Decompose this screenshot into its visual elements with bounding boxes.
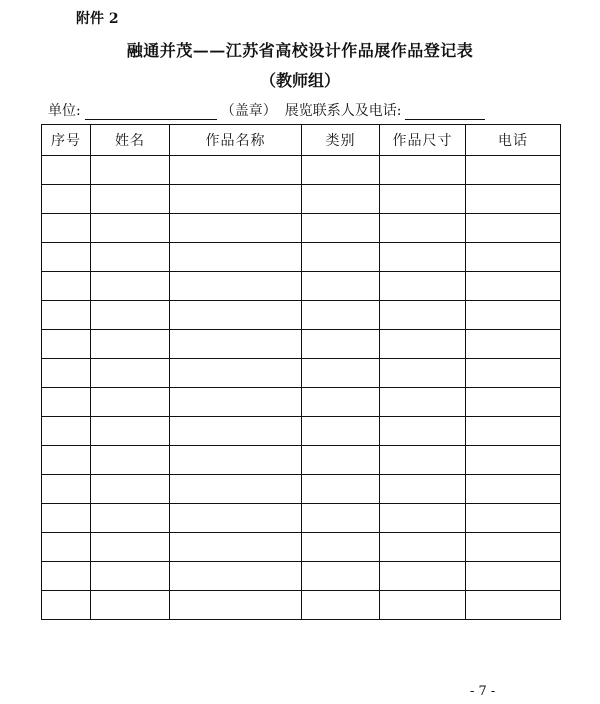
- form-title: 融通并茂——江苏省高校设计作品展作品登记表: [126, 41, 474, 60]
- table-cell[interactable]: [91, 214, 170, 243]
- table-cell[interactable]: [170, 243, 302, 272]
- table-cell[interactable]: [380, 417, 466, 446]
- table-cell[interactable]: [91, 504, 170, 533]
- table-cell[interactable]: [91, 330, 170, 359]
- table-cell[interactable]: [42, 417, 91, 446]
- table-row: [42, 359, 561, 388]
- table-cell[interactable]: [380, 359, 466, 388]
- table-cell[interactable]: [302, 533, 380, 562]
- table-cell[interactable]: [380, 272, 466, 301]
- table-row: [42, 504, 561, 533]
- table-row: [42, 243, 561, 272]
- column-header-work-title: 作品名称: [170, 125, 302, 156]
- table-cell[interactable]: [170, 591, 302, 620]
- table-cell[interactable]: [42, 214, 91, 243]
- table-row: [42, 388, 561, 417]
- column-header-index: 序号: [42, 125, 91, 156]
- table-cell[interactable]: [42, 301, 91, 330]
- table-cell[interactable]: [466, 301, 561, 330]
- table-cell[interactable]: [466, 359, 561, 388]
- table-cell[interactable]: [170, 185, 302, 214]
- column-header-name: 姓名: [91, 125, 170, 156]
- table-cell[interactable]: [380, 156, 466, 185]
- table-cell[interactable]: [170, 533, 302, 562]
- table-cell[interactable]: [91, 359, 170, 388]
- table-cell[interactable]: [466, 417, 561, 446]
- table-cell[interactable]: [380, 562, 466, 591]
- table-cell[interactable]: [302, 272, 380, 301]
- table-row: [42, 214, 561, 243]
- table-row: [42, 156, 561, 185]
- table-cell[interactable]: [170, 214, 302, 243]
- table-cell[interactable]: [170, 272, 302, 301]
- table-cell[interactable]: [302, 330, 380, 359]
- table-cell[interactable]: [302, 504, 380, 533]
- table-cell[interactable]: [91, 156, 170, 185]
- table-cell[interactable]: [380, 301, 466, 330]
- table-cell[interactable]: [91, 446, 170, 475]
- table-cell[interactable]: [42, 591, 91, 620]
- form-meta-line: [48, 100, 485, 120]
- table-cell[interactable]: [91, 417, 170, 446]
- table-cell[interactable]: [302, 301, 380, 330]
- table-cell[interactable]: [466, 591, 561, 620]
- table-body: [42, 156, 561, 620]
- table-row: [42, 185, 561, 214]
- table-cell[interactable]: [42, 359, 91, 388]
- table-cell[interactable]: [466, 475, 561, 504]
- table-cell[interactable]: [466, 446, 561, 475]
- table-row: [42, 272, 561, 301]
- table-cell[interactable]: [42, 446, 91, 475]
- table-cell[interactable]: [91, 185, 170, 214]
- table-row: [42, 330, 561, 359]
- table-cell[interactable]: [302, 359, 380, 388]
- table-cell[interactable]: [91, 272, 170, 301]
- table-cell[interactable]: [42, 475, 91, 504]
- page-number: - 7 -: [470, 684, 496, 699]
- table-cell[interactable]: [380, 185, 466, 214]
- table-cell[interactable]: [302, 243, 380, 272]
- table-cell[interactable]: [380, 214, 466, 243]
- unit-blank-field[interactable]: [85, 103, 217, 120]
- table-cell[interactable]: [466, 214, 561, 243]
- table-cell[interactable]: [91, 301, 170, 330]
- column-header-category: 类别: [302, 125, 380, 156]
- column-header-size: 作品尺寸: [380, 125, 466, 156]
- table-cell[interactable]: [170, 301, 302, 330]
- table-cell[interactable]: [42, 562, 91, 591]
- table-cell[interactable]: [380, 243, 466, 272]
- table-cell[interactable]: [170, 156, 302, 185]
- table-cell[interactable]: [91, 591, 170, 620]
- table-cell[interactable]: [466, 156, 561, 185]
- table-cell[interactable]: [170, 562, 302, 591]
- table-cell[interactable]: [302, 156, 380, 185]
- table-row: [42, 475, 561, 504]
- table-cell[interactable]: [42, 156, 91, 185]
- table-cell[interactable]: [170, 330, 302, 359]
- table-cell[interactable]: [42, 533, 91, 562]
- table-cell[interactable]: [91, 475, 170, 504]
- table-cell[interactable]: [170, 446, 302, 475]
- column-header-phone: 电话: [466, 125, 561, 156]
- table-cell[interactable]: [91, 243, 170, 272]
- unit-label: 单位:: [48, 103, 81, 119]
- table-cell[interactable]: [170, 388, 302, 417]
- table-cell[interactable]: [170, 359, 302, 388]
- table-cell[interactable]: [302, 562, 380, 591]
- table-cell[interactable]: [170, 504, 302, 533]
- table-cell[interactable]: [91, 533, 170, 562]
- contact-blank-field[interactable]: [405, 103, 485, 120]
- table-cell[interactable]: [380, 446, 466, 475]
- table-cell[interactable]: [466, 562, 561, 591]
- table-row: [42, 562, 561, 591]
- table-cell[interactable]: [466, 272, 561, 301]
- table-row: [42, 446, 561, 475]
- contact-label: 展览联系人及电话:: [284, 103, 402, 119]
- table-cell[interactable]: [302, 446, 380, 475]
- table-cell[interactable]: [302, 417, 380, 446]
- table-cell[interactable]: [170, 475, 302, 504]
- registration-table: [41, 124, 561, 620]
- table-cell[interactable]: [302, 591, 380, 620]
- seal-label: （盖章）: [220, 103, 277, 119]
- table-row: [42, 533, 561, 562]
- table-cell[interactable]: [466, 504, 561, 533]
- table-cell[interactable]: [466, 330, 561, 359]
- table-cell[interactable]: [42, 243, 91, 272]
- table-cell[interactable]: [42, 504, 91, 533]
- table-cell[interactable]: [466, 243, 561, 272]
- table-cell[interactable]: [466, 388, 561, 417]
- table-cell[interactable]: [380, 475, 466, 504]
- table-cell[interactable]: [466, 185, 561, 214]
- form-subtitle: （教师组）: [259, 71, 340, 90]
- table-row: [42, 417, 561, 446]
- table-cell[interactable]: [170, 417, 302, 446]
- table-cell[interactable]: [91, 562, 170, 591]
- table-header-row: [42, 125, 561, 156]
- table-row: [42, 591, 561, 620]
- table-cell[interactable]: [380, 504, 466, 533]
- table-cell[interactable]: [42, 272, 91, 301]
- table-cell[interactable]: [42, 330, 91, 359]
- table-cell[interactable]: [302, 475, 380, 504]
- table-cell[interactable]: [302, 185, 380, 214]
- table-cell[interactable]: [380, 388, 466, 417]
- table-row: [42, 301, 561, 330]
- table-cell[interactable]: [302, 214, 380, 243]
- table-cell[interactable]: [91, 388, 170, 417]
- table-cell[interactable]: [380, 533, 466, 562]
- table-cell[interactable]: [302, 388, 380, 417]
- table-cell[interactable]: [42, 388, 91, 417]
- table-cell[interactable]: [380, 330, 466, 359]
- table-cell[interactable]: [380, 591, 466, 620]
- table-cell[interactable]: [42, 185, 91, 214]
- table-cell[interactable]: [466, 533, 561, 562]
- attachment-label: 附件 2: [76, 11, 119, 27]
